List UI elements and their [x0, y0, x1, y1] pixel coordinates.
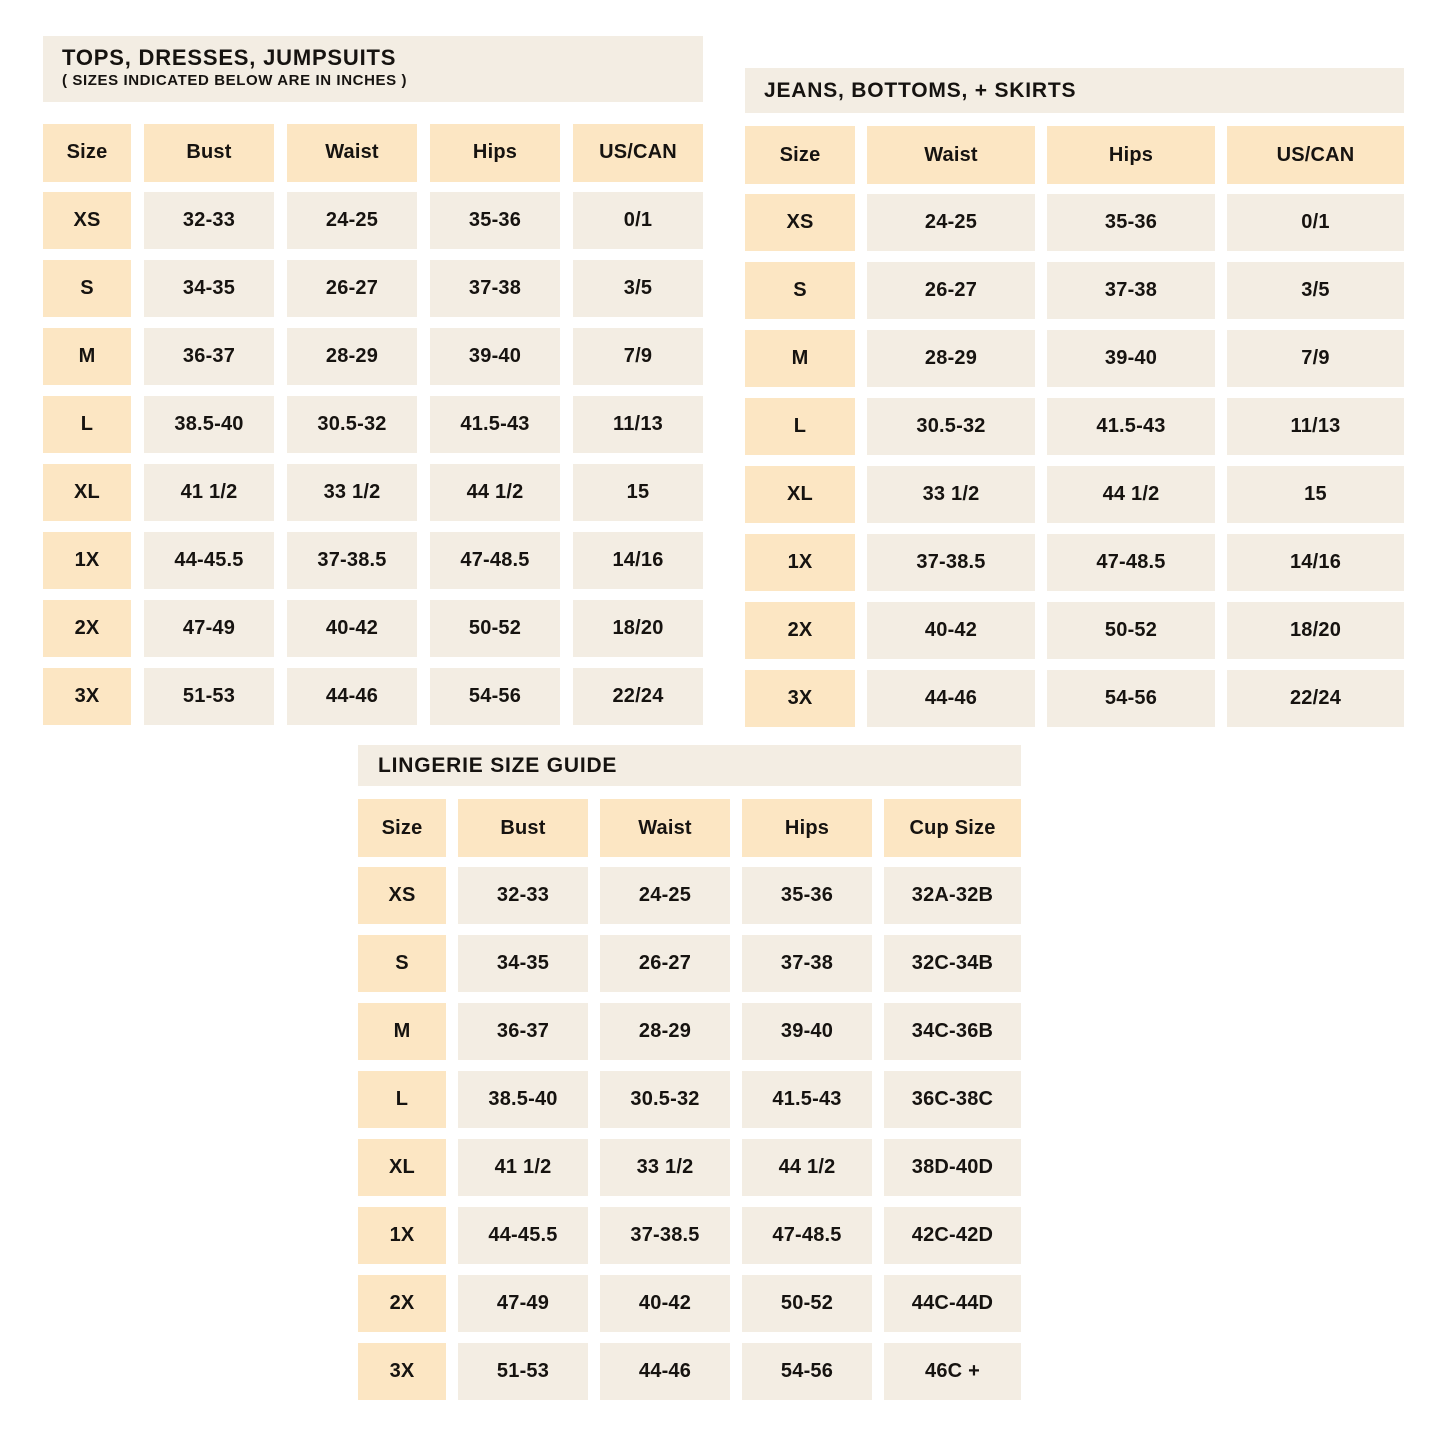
- measurement-cell: 47-48.5: [430, 532, 560, 589]
- size-label-cell: L: [745, 398, 855, 455]
- measurement-cell: 54-56: [430, 668, 560, 725]
- measurement-cell: 32-33: [458, 867, 588, 924]
- column-header-size: Size: [43, 124, 131, 182]
- measurement-cell: 40-42: [600, 1275, 730, 1332]
- size-label-cell: 2X: [745, 602, 855, 659]
- measurement-cell: 44 1/2: [1047, 466, 1215, 523]
- measurement-cell: 15: [1227, 466, 1404, 523]
- measurement-cell: 42C-42D: [884, 1207, 1021, 1264]
- measurement-cell: 37-38.5: [600, 1207, 730, 1264]
- table-title: LINGERIE SIZE GUIDE: [378, 754, 618, 777]
- measurement-cell: 37-38: [1047, 262, 1215, 319]
- size-label-cell: XS: [745, 194, 855, 251]
- measurement-cell: 38D-40D: [884, 1139, 1021, 1196]
- column-header-hips: Hips: [430, 124, 560, 182]
- measurement-cell: 37-38: [742, 935, 872, 992]
- table-title-banner: [43, 36, 703, 102]
- measurement-cell: 3/5: [1227, 262, 1404, 319]
- measurement-cell: 26-27: [867, 262, 1035, 319]
- tops-dresses-jumpsuits-table: [43, 36, 703, 725]
- measurement-cell: 39-40: [1047, 330, 1215, 387]
- measurement-cell: 40-42: [287, 600, 417, 657]
- measurement-cell: 14/16: [1227, 534, 1404, 591]
- size-label-cell: M: [358, 1003, 446, 1060]
- measurement-cell: 47-48.5: [1047, 534, 1215, 591]
- measurement-cell: 50-52: [430, 600, 560, 657]
- measurement-cell: 35-36: [1047, 194, 1215, 251]
- table-grid: [745, 126, 1404, 727]
- measurement-cell: 22/24: [573, 668, 703, 725]
- measurement-cell: 44-46: [287, 668, 417, 725]
- measurement-cell: 50-52: [1047, 602, 1215, 659]
- measurement-cell: 37-38.5: [867, 534, 1035, 591]
- column-header-waist: Waist: [867, 126, 1035, 184]
- measurement-cell: 3/5: [573, 260, 703, 317]
- measurement-cell: 11/13: [573, 396, 703, 453]
- measurement-cell: 0/1: [573, 192, 703, 249]
- measurement-cell: 24-25: [600, 867, 730, 924]
- measurement-cell: 41.5-43: [430, 396, 560, 453]
- column-header-size: Size: [745, 126, 855, 184]
- measurement-cell: 7/9: [573, 328, 703, 385]
- measurement-cell: 30.5-32: [287, 396, 417, 453]
- measurement-cell: 50-52: [742, 1275, 872, 1332]
- size-label-cell: S: [43, 260, 131, 317]
- column-header-bust: Bust: [458, 799, 588, 857]
- column-header-cup-size: Cup Size: [884, 799, 1021, 857]
- measurement-cell: 35-36: [742, 867, 872, 924]
- jeans-bottoms-skirts-table: [745, 68, 1404, 727]
- measurement-cell: 32A-32B: [884, 867, 1021, 924]
- table-title-banner: [358, 745, 1021, 786]
- size-label-cell: M: [745, 330, 855, 387]
- size-label-cell: S: [745, 262, 855, 319]
- measurement-cell: 44C-44D: [884, 1275, 1021, 1332]
- measurement-cell: 14/16: [573, 532, 703, 589]
- size-label-cell: 1X: [43, 532, 131, 589]
- measurement-cell: 11/13: [1227, 398, 1404, 455]
- table-grid: [358, 799, 1021, 1400]
- measurement-cell: 15: [573, 464, 703, 521]
- measurement-cell: 47-49: [144, 600, 274, 657]
- measurement-cell: 38.5-40: [458, 1071, 588, 1128]
- measurement-cell: 44-45.5: [458, 1207, 588, 1264]
- measurement-cell: 39-40: [430, 328, 560, 385]
- measurement-cell: 36C-38C: [884, 1071, 1021, 1128]
- measurement-cell: 36-37: [144, 328, 274, 385]
- measurement-cell: 39-40: [742, 1003, 872, 1060]
- measurement-cell: 33 1/2: [867, 466, 1035, 523]
- table-title: TOPS, DRESSES, JUMPSUITS: [62, 45, 397, 70]
- size-label-cell: 3X: [745, 670, 855, 727]
- measurement-cell: 54-56: [742, 1343, 872, 1400]
- size-label-cell: S: [358, 935, 446, 992]
- size-label-cell: XS: [43, 192, 131, 249]
- measurement-cell: 7/9: [1227, 330, 1404, 387]
- column-header-bust: Bust: [144, 124, 274, 182]
- measurement-cell: 34-35: [458, 935, 588, 992]
- measurement-cell: 30.5-32: [600, 1071, 730, 1128]
- measurement-cell: 28-29: [867, 330, 1035, 387]
- size-label-cell: 3X: [358, 1343, 446, 1400]
- column-header-waist: Waist: [287, 124, 417, 182]
- table-subtitle: ( SIZES INDICATED BELOW ARE IN INCHES ): [62, 72, 408, 90]
- measurement-cell: 24-25: [867, 194, 1035, 251]
- table-title: JEANS, BOTTOMS, + SKIRTS: [764, 79, 1077, 102]
- measurement-cell: 44-46: [600, 1343, 730, 1400]
- column-header-us-can: US/CAN: [1227, 126, 1404, 184]
- size-label-cell: XS: [358, 867, 446, 924]
- measurement-cell: 28-29: [287, 328, 417, 385]
- size-label-cell: XL: [358, 1139, 446, 1196]
- measurement-cell: 44 1/2: [430, 464, 560, 521]
- measurement-cell: 26-27: [600, 935, 730, 992]
- measurement-cell: 46C +: [884, 1343, 1021, 1400]
- measurement-cell: 18/20: [1227, 602, 1404, 659]
- size-label-cell: XL: [43, 464, 131, 521]
- measurement-cell: 37-38.5: [287, 532, 417, 589]
- measurement-cell: 36-37: [458, 1003, 588, 1060]
- column-header-hips: Hips: [742, 799, 872, 857]
- measurement-cell: 44-46: [867, 670, 1035, 727]
- measurement-cell: 34-35: [144, 260, 274, 317]
- lingerie-size-guide-table: [358, 745, 1021, 1400]
- measurement-cell: 41 1/2: [458, 1139, 588, 1196]
- size-label-cell: M: [43, 328, 131, 385]
- measurement-cell: 28-29: [600, 1003, 730, 1060]
- measurement-cell: 35-36: [430, 192, 560, 249]
- measurement-cell: 41.5-43: [1047, 398, 1215, 455]
- size-label-cell: 2X: [43, 600, 131, 657]
- column-header-hips: Hips: [1047, 126, 1215, 184]
- measurement-cell: 37-38: [430, 260, 560, 317]
- measurement-cell: 44 1/2: [742, 1139, 872, 1196]
- measurement-cell: 32-33: [144, 192, 274, 249]
- measurement-cell: 54-56: [1047, 670, 1215, 727]
- size-label-cell: L: [358, 1071, 446, 1128]
- size-label-cell: 1X: [745, 534, 855, 591]
- measurement-cell: 33 1/2: [600, 1139, 730, 1196]
- measurement-cell: 38.5-40: [144, 396, 274, 453]
- measurement-cell: 34C-36B: [884, 1003, 1021, 1060]
- size-label-cell: XL: [745, 466, 855, 523]
- measurement-cell: 47-48.5: [742, 1207, 872, 1264]
- measurement-cell: 0/1: [1227, 194, 1404, 251]
- measurement-cell: 24-25: [287, 192, 417, 249]
- measurement-cell: 41.5-43: [742, 1071, 872, 1128]
- size-label-cell: 3X: [43, 668, 131, 725]
- measurement-cell: 40-42: [867, 602, 1035, 659]
- measurement-cell: 33 1/2: [287, 464, 417, 521]
- measurement-cell: 44-45.5: [144, 532, 274, 589]
- measurement-cell: 30.5-32: [867, 398, 1035, 455]
- measurement-cell: 51-53: [458, 1343, 588, 1400]
- size-label-cell: 2X: [358, 1275, 446, 1332]
- measurement-cell: 26-27: [287, 260, 417, 317]
- column-header-waist: Waist: [600, 799, 730, 857]
- measurement-cell: 18/20: [573, 600, 703, 657]
- measurement-cell: 47-49: [458, 1275, 588, 1332]
- column-header-size: Size: [358, 799, 446, 857]
- size-label-cell: 1X: [358, 1207, 446, 1264]
- table-grid: [43, 124, 703, 725]
- measurement-cell: 41 1/2: [144, 464, 274, 521]
- size-label-cell: L: [43, 396, 131, 453]
- measurement-cell: 22/24: [1227, 670, 1404, 727]
- measurement-cell: 51-53: [144, 668, 274, 725]
- column-header-us-can: US/CAN: [573, 124, 703, 182]
- measurement-cell: 32C-34B: [884, 935, 1021, 992]
- table-title-banner: [745, 68, 1404, 113]
